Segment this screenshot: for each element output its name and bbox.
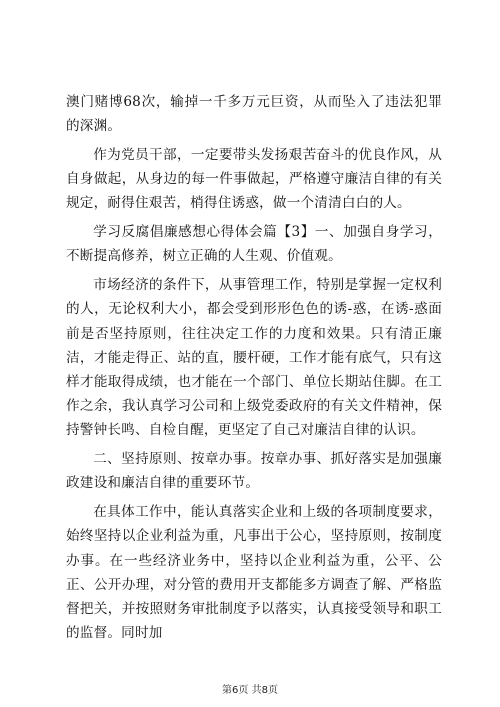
paragraph-4: 市场经济的条件下，从事管理工作，特别是掌握一定权利的人，无论权利大小，都会受到形形色色的诱-惑，在诱-惑面前是否坚持原则，往往决定工作的力度和效果。只有清正廉洁，才能走得正、站的直，腰杆硬，工作才能有底气，只有这样才能取得成绩，也才能在一个部门、单位长期站住脚。在工作之余，我认真学习公司和上级党委政府的有关文件精神，保持警钟长鸣、自检自醒，更坚定了自己对廉洁自律的认识。 <box>66 277 442 439</box>
paragraph-6: 在具体工作中，能认真落实企业和上级的各项制度要求，始终坚持以企业利益为重，凡事出于公心，坚持原则，按制度办事。在一些经济业务中，坚持以企业利益为重，公平、公正、公开办理，对分管的费用开支都能多方调查了解、严格监督把关，并按照财务审批制度予以落实，认真接受领导和职工的监督。同时加 <box>66 504 442 642</box>
body-text <box>66 90 442 650</box>
paragraph-2: 作为党员干部，一定要带头发扬艰苦奋斗的优良作风，从自身做起，从身边的每一件事做起，严格遵守廉洁自律的有关规定，耐得住艰苦，梢得住诱惑，做一个清清白白的人。 <box>66 147 442 212</box>
paragraph-5: 二、坚持原则、按章办事。按章办事、抓好落实是加强廉政建设和廉洁自律的重要环节。 <box>66 451 442 492</box>
page-footer: 第6页 共8页 <box>222 685 278 696</box>
paragraph-3: 学习反腐倡廉感想心得体会篇【3】一、加强自身学习，不断提高修养，树立正确的人生观、价值观。 <box>66 224 442 265</box>
paragraph-1: 澳门赌博68次，输掉一千多万元巨资，从而坠入了违法犯罪的深渊。 <box>66 94 442 135</box>
